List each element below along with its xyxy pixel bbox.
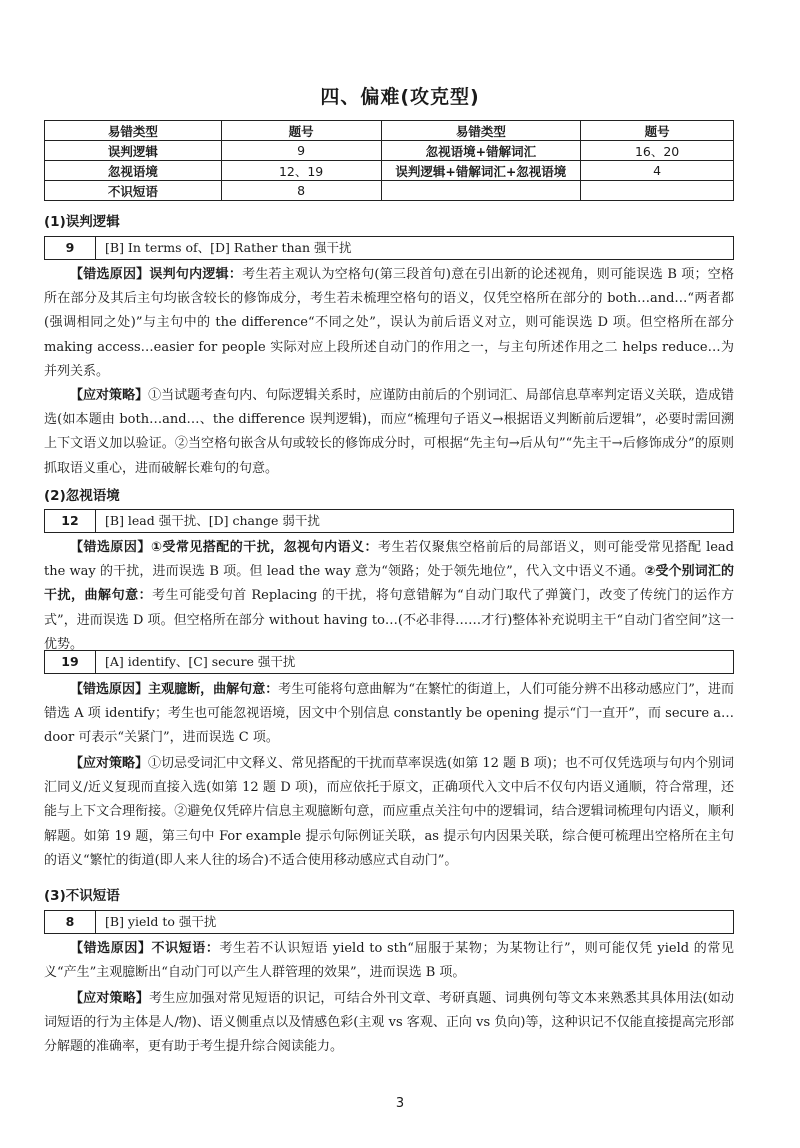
reason-lead: ②受个别词汇的干扰，曲解句意： <box>44 564 734 604</box>
table-row <box>45 161 734 181</box>
table-header-cell: 题号 <box>221 121 381 141</box>
table-cell: 忽视语境 <box>45 161 222 181</box>
distractor-options: [A] identify、[C] secure 强干扰 <box>105 654 296 669</box>
section-heading-unknown-phrase: (3)不识短语 <box>44 888 120 904</box>
reason-lead: 误判句内逻辑： <box>149 267 243 282</box>
question-box-8 <box>44 910 734 934</box>
q12-q19-strategy <box>44 752 734 873</box>
question-number: 12 <box>45 510 96 532</box>
table-cell: 误判逻辑+错解词汇+忽视语境 <box>381 161 581 181</box>
table-cell: 忽视语境+错解词汇 <box>381 141 581 161</box>
table-header-cell: 题号 <box>581 121 734 141</box>
strategy-text: ①切忌受词汇中文释义、常见搭配的干扰而草率误选(如第 12 题 B 项)；也不可仅凭选项与句内个别词汇同义/近义复现而直接入选(如第 12 题 D 项)，而应依托于原文，正确项代入文中后不仅句内语义通顺，符合常理，还能与上下文合理衔接。②避免仅凭碎片信息主观臆断句意，而应重点关注句中的逻辑词，结合逻辑词梳理句内语义，顺利解题。如第 19 题，第三句中 For example 提示句际例证关联，as 提示句内因果关联，综合便可梳理出空格所在主句的语义“繁忙的街道(即人来人往的场合)不适合使用移动感应式自动门”。 <box>44 756 734 868</box>
section-title: 四、偏难(攻克型) <box>320 86 480 108</box>
section-heading-ignored-context: (2)忽视语境 <box>44 488 120 504</box>
table-cell: 12、19 <box>221 161 381 181</box>
q8-error-reason <box>44 937 734 985</box>
question-box-12 <box>44 509 734 533</box>
table-cell <box>581 181 734 201</box>
reason-tag: 【错选原因】 <box>70 540 151 555</box>
q8-strategy <box>44 987 734 1060</box>
table-cell: 8 <box>221 181 381 201</box>
question-number: 8 <box>45 911 96 933</box>
table-cell: 误判逻辑 <box>45 141 222 161</box>
strategy-text: ①当试题考查句内、句际逻辑关系时，应谨防由前后的个别词汇、局部信息草率判定语义关联，造成错选(如本题由 both…and…、the difference 误判逻辑)，而应“梳理句子语义→根据语义判断前后逻辑”，必要时需回溯上下文语义加以验证。②当空格句嵌含从句或较长的修饰成分时，可根据“先主句→后从句”“先主干→后修饰成分”的原则抓取语义重心，进而破解长难句的句意。 <box>44 388 734 476</box>
question-number: 19 <box>45 651 96 673</box>
reason-text: 考生可能受句首 Replacing 的干扰，将句意错解为“自动门取代了弹簧门，改变了传统门的运作方式”，进而误选 D 项。但空格所在部分 without having to…(不必非得……才行)整体补充说明主干“自动门省空间”这一优势。 <box>44 588 734 652</box>
table-header-cell: 易错类型 <box>381 121 581 141</box>
reason-text: 考生若主观认为空格句(第三段首句)意在引出新的论述视角，则可能误选 B 项；空格所在部分及其后主句均嵌含较长的修饰成分，考生若未梳理空格句的语义，仅凭空格所在部分的 both…and…“两者都(强调相同之处)”与主句中的 the difference“不同之处”，误认为前后语义对立，则可能误选 D 项。但空格所在部分 making access…easier for people 实际对应上段所述自动门的作用之一，与主句所述作用之二 helps reduce…为并列关系。 <box>44 267 734 379</box>
reason-tag: 【错选原因】 <box>70 941 152 956</box>
table-header-cell: 易错类型 <box>45 121 222 141</box>
strategy-tag: 【应对策略】 <box>70 388 149 403</box>
distractor-options: [B] In terms of、[D] Rather than 强干扰 <box>105 240 352 255</box>
table-cell: 9 <box>221 141 381 161</box>
reason-tag: 【错选原因】 <box>70 682 149 697</box>
q19-error-reason <box>44 678 734 751</box>
table-header-row <box>45 121 734 141</box>
reason-text: 考生若不认识短语 yield to sth“屈服于某物；为某物让行”，则可能仅凭 yield 的常见义“产生”主观臆断出“自动门可以产生人群管理的效果”，进而误选 B 项。 <box>44 941 734 981</box>
reason-text: 考生可能将句意曲解为“在繁忙的街道上，人们可能分辨不出移动感应门”，进而错选 A 项 identify；考生也可能忽视语境，因文中个别信息 constantly be opening 提示“门一直开”，而 secure a…door 可表示“关紧门”，进而误选 C 项。 <box>44 682 734 746</box>
table-cell: 4 <box>581 161 734 181</box>
q9-strategy <box>44 384 734 481</box>
table-row <box>45 141 734 161</box>
question-number: 9 <box>45 237 96 259</box>
reason-lead: ①受常见搭配的干扰，忽视句内语义： <box>150 540 378 555</box>
strategy-tag: 【应对策略】 <box>70 991 150 1006</box>
reason-tag: 【错选原因】 <box>70 267 150 282</box>
q12-error-reason <box>44 536 734 657</box>
reason-lead: 不识短语： <box>151 941 220 956</box>
q9-error-reason <box>44 263 734 384</box>
reason-lead: 主观臆断，曲解句意： <box>148 682 279 697</box>
table-cell: 16、20 <box>581 141 734 161</box>
strategy-tag: 【应对策略】 <box>70 756 149 771</box>
reason-text: 考生若仅聚焦空格前后的局部语义，则可能受常见搭配 lead the way 的干扰，进而误选 B 项。但 lead the way 意为“领路；处于领先地位”，代入文中语义不通。 <box>44 540 734 580</box>
section-heading-misjudged-logic: (1)误判逻辑 <box>44 214 120 230</box>
page-number: 3 <box>395 1096 405 1111</box>
error-type-table <box>44 120 734 201</box>
question-box-19 <box>44 650 734 674</box>
table-row <box>45 181 734 201</box>
question-box-9 <box>44 236 734 260</box>
table-cell <box>381 181 581 201</box>
distractor-options: [B] yield to 强干扰 <box>105 914 217 929</box>
strategy-text: 考生应加强对常见短语的识记，可结合外刊文章、考研真题、词典例句等文本来熟悉其具体用法(如动词短语的行为主体是人/物)、语义侧重点以及情感色彩(主观 vs 客观、正向 vs 负向)等，这种识记不仅能直接提高完形部分解题的准确率，更有助于考生提升综合阅读能力。 <box>44 991 734 1055</box>
distractor-options: [B] lead 强干扰、[D] change 弱干扰 <box>105 513 320 528</box>
table-cell: 不识短语 <box>45 181 222 201</box>
